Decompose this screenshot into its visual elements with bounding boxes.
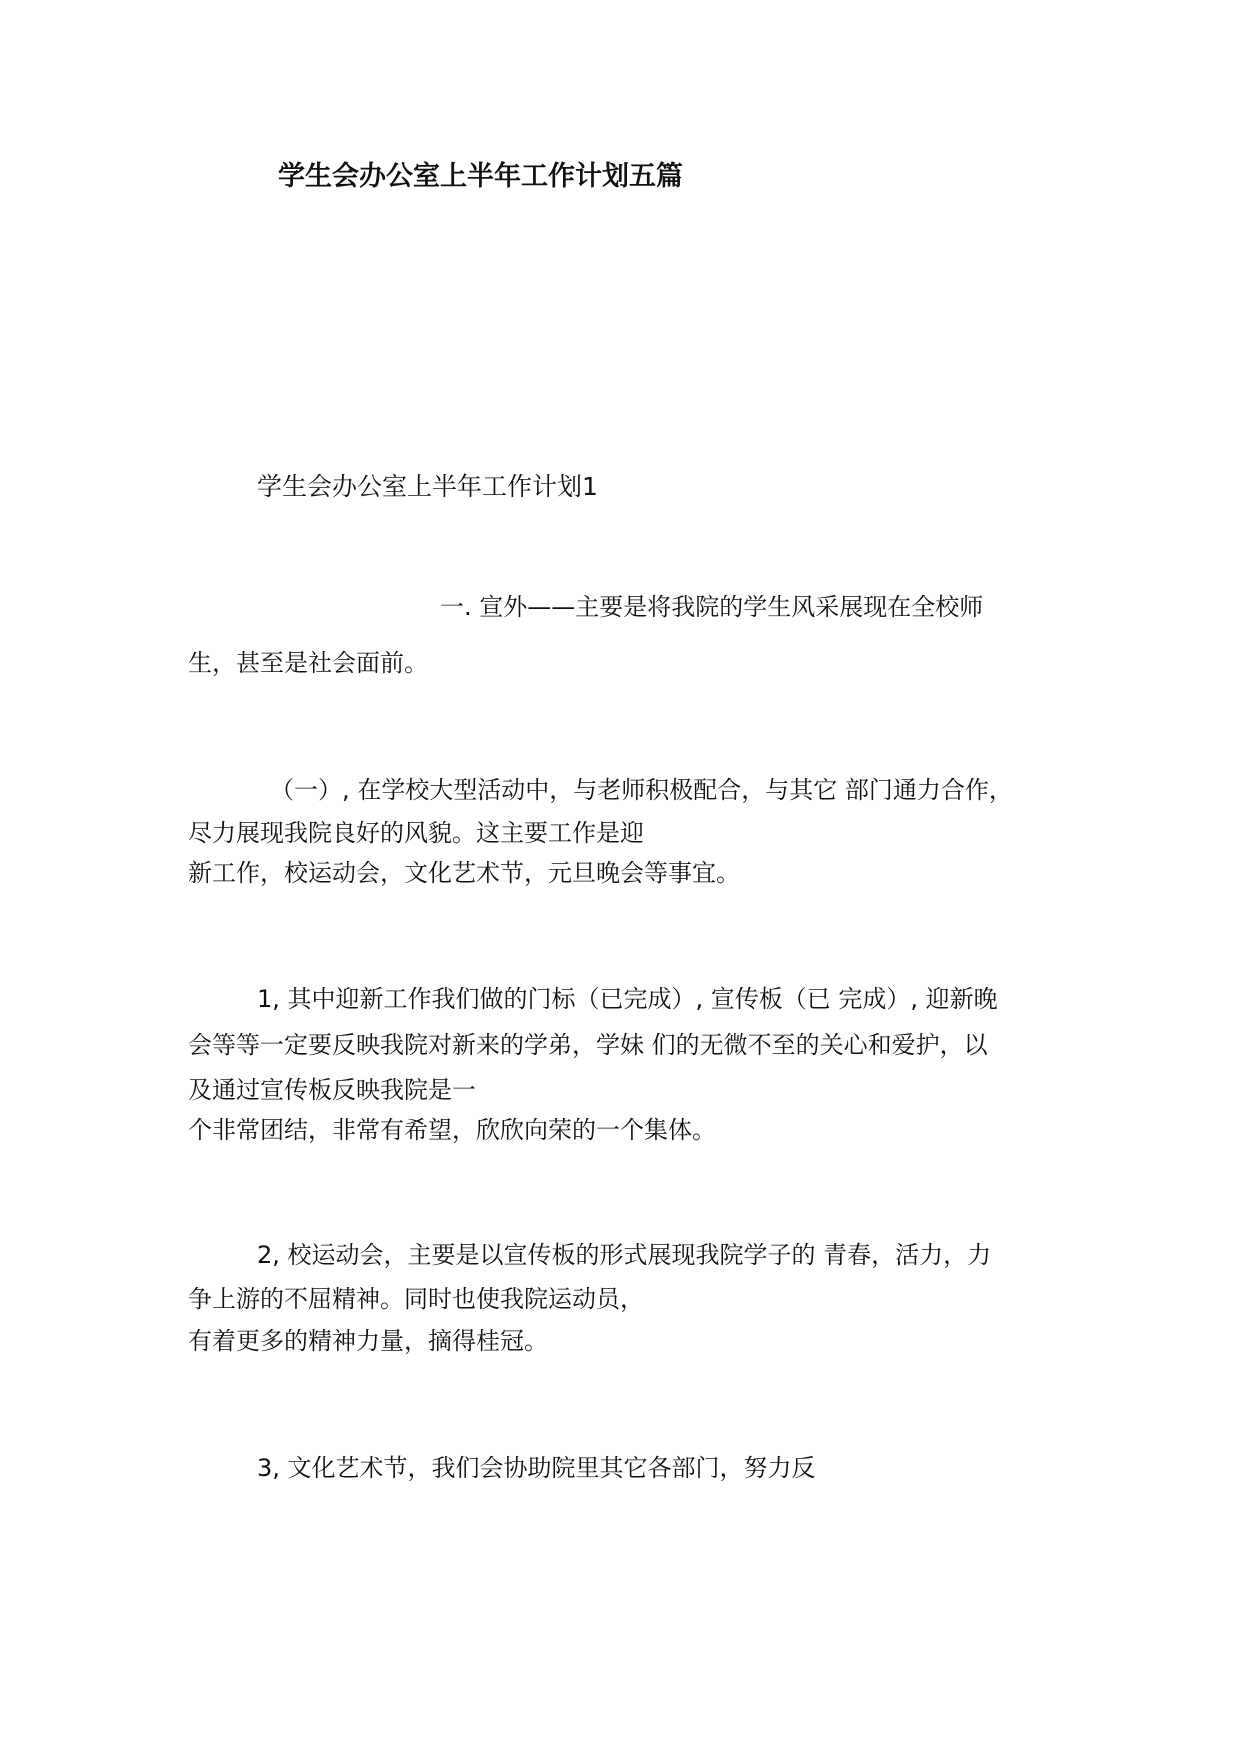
item-3-line-1: 3, 文化艺术节，我们会协助院里其它各部门，努力反 [257, 1454, 816, 1482]
para-one-line-2: 尽力展现我院良好的风貌。这主要工作是迎 [188, 819, 644, 847]
para-one-line-1: （一）, 在学校大型活动中，与老师积极配合，与其它 部门通力合作， [270, 776, 1013, 804]
item-1-line-1: 1, 其中迎新工作我们做的门标（已完成）, 宣传板（已 完成）, 迎新晚 [257, 985, 998, 1013]
item-2-line-1: 2, 校运动会，主要是以宣传板的形式展现我院学子的 青春，活力，力 [257, 1241, 992, 1269]
item-2-line-3: 有着更多的精神力量，摘得桂冠。 [188, 1327, 548, 1355]
plan-subtitle: 学生会办公室上半年工作计划1 [257, 472, 598, 501]
para-one-line-3: 新工作，校运动会，文化艺术节，元旦晚会等事宜。 [188, 859, 740, 887]
section-one-line-2: 生，甚至是社会面前。 [188, 649, 428, 677]
item-1-line-3: 及通过宣传板反映我院是一 [188, 1076, 476, 1104]
item-1-line-4: 个非常团结，非常有希望，欣欣向荣的一个集体。 [188, 1116, 716, 1144]
section-one-line-1: 一. 宣外——主要是将我院的学生风采展现在全校师 [440, 593, 984, 621]
document-title: 学生会办公室上半年工作计划五篇 [278, 161, 683, 192]
item-2-line-2: 争上游的不屈精神。同时也使我院运动员， [188, 1285, 644, 1313]
item-1-line-2: 会等等一定要反映我院对新来的学弟，学妹 们的无微不至的关心和爱护，以 [188, 1031, 988, 1059]
